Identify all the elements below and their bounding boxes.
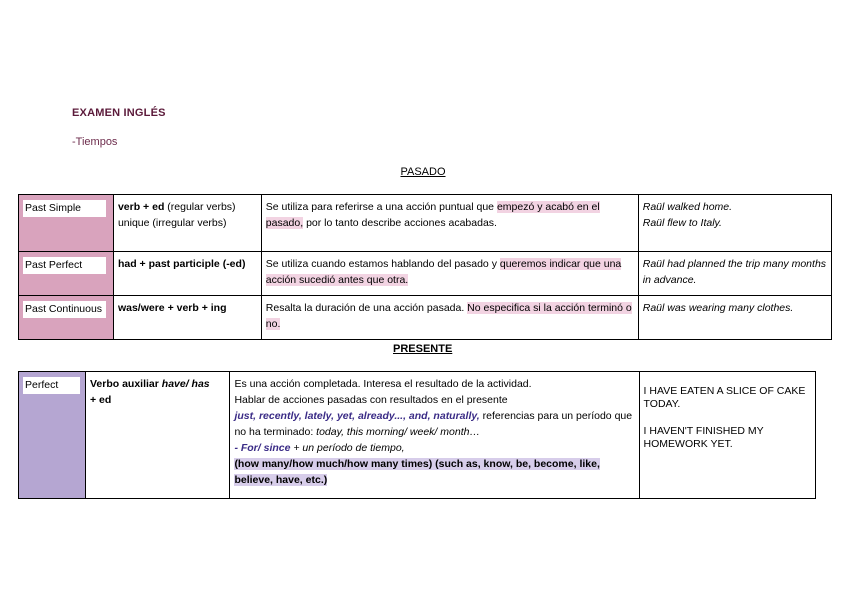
use-highlight: queremos indicar que una acción sucedió antes que otra. bbox=[265, 258, 622, 286]
form-bold-italic: have/ has bbox=[161, 378, 210, 390]
form-cell bbox=[113, 296, 261, 340]
form-line2: unique (irregular verbs) bbox=[117, 217, 227, 229]
example-cell bbox=[638, 296, 831, 340]
form-cell bbox=[113, 195, 261, 252]
section-heading-presente: PRESENTE bbox=[393, 343, 453, 355]
form-cell bbox=[85, 372, 229, 499]
use-text: Se utiliza para referirse a una acción puntual que bbox=[265, 201, 497, 213]
example-text: I HAVE EATEN A SLICE OF CAKE TODAY. bbox=[643, 385, 806, 410]
section-heading-pasado bbox=[0, 166, 848, 178]
form-bold: had + past participle (-ed) bbox=[117, 258, 246, 270]
use-text-post: por lo tanto describe acciones acabadas. bbox=[303, 217, 497, 229]
form-rest: (regular verbs) bbox=[164, 201, 236, 213]
example-cell bbox=[638, 195, 831, 252]
example-cell bbox=[638, 252, 831, 296]
adverbs-highlight: just, recently, lately, yet, already..., and, naturally, bbox=[234, 410, 480, 422]
form-bold-2: + ed bbox=[89, 394, 112, 406]
form-bold: Verbo auxiliar bbox=[89, 378, 162, 390]
example-cell bbox=[639, 372, 815, 499]
table-row bbox=[19, 372, 816, 499]
use-line: Es una acción completada. Interesa el resultado de la actividad. bbox=[234, 378, 532, 390]
example-text: Raül was wearing many clothes. bbox=[642, 302, 794, 314]
adverbs-rest: referencias para un período que no ha terminado: bbox=[234, 410, 633, 438]
document-subtitle: -Tiempos bbox=[72, 136, 118, 148]
tense-cell bbox=[19, 195, 114, 252]
table-row bbox=[19, 195, 832, 252]
pasado-heading-text: PASADO bbox=[400, 166, 446, 178]
form-cell bbox=[113, 252, 261, 296]
for-since-rest: + un período de tiempo, bbox=[290, 442, 405, 454]
use-highlight: empezó y acabó en el pasado, bbox=[265, 201, 600, 229]
use-cell bbox=[261, 195, 638, 252]
tense-name: Past Simple bbox=[23, 200, 106, 217]
table-row bbox=[19, 296, 832, 340]
tense-cell bbox=[19, 252, 114, 296]
use-highlight: No especifica si la acción terminó o no. bbox=[265, 302, 632, 330]
document-title: EXAMEN INGLÉS bbox=[72, 107, 166, 119]
form-bold: verb + ed bbox=[117, 201, 165, 213]
use-text: Se utiliza cuando estamos hablando del pasado y bbox=[265, 258, 500, 270]
use-cell bbox=[261, 296, 638, 340]
example-text: Raül had planned the trip many months in advance. bbox=[642, 258, 827, 286]
tense-cell bbox=[19, 296, 114, 340]
tense-name: Perfect bbox=[23, 377, 80, 394]
for-since: - For/ since bbox=[234, 442, 291, 454]
use-cell bbox=[230, 372, 639, 499]
example-text: Raül walked home. bbox=[642, 201, 733, 213]
spacer bbox=[644, 411, 811, 425]
tense-cell bbox=[19, 372, 86, 499]
tense-name: Past Perfect bbox=[23, 257, 106, 274]
table-row bbox=[19, 252, 832, 296]
use-cell bbox=[261, 252, 638, 296]
use-line: Hablar de acciones pasadas con resultados en el presente bbox=[234, 394, 508, 406]
pasado-table bbox=[18, 194, 832, 340]
example-text: I HAVEN'T FINISHED MY HOMEWORK YET. bbox=[643, 425, 764, 450]
form-bold: was/were + verb + ing bbox=[117, 302, 227, 314]
adverbs-examples: today, this morning/ week/ month… bbox=[316, 426, 480, 438]
use-text: Resalta la duración de una acción pasada. bbox=[265, 302, 468, 314]
tense-name: Past Continuous bbox=[23, 301, 106, 318]
example-text: Raül flew to Italy. bbox=[642, 217, 722, 229]
presente-table bbox=[18, 371, 816, 499]
questions-highlight: (how many/how much/how many times) (such as, know, be, become, like, believe, have, etc.) bbox=[234, 458, 600, 486]
